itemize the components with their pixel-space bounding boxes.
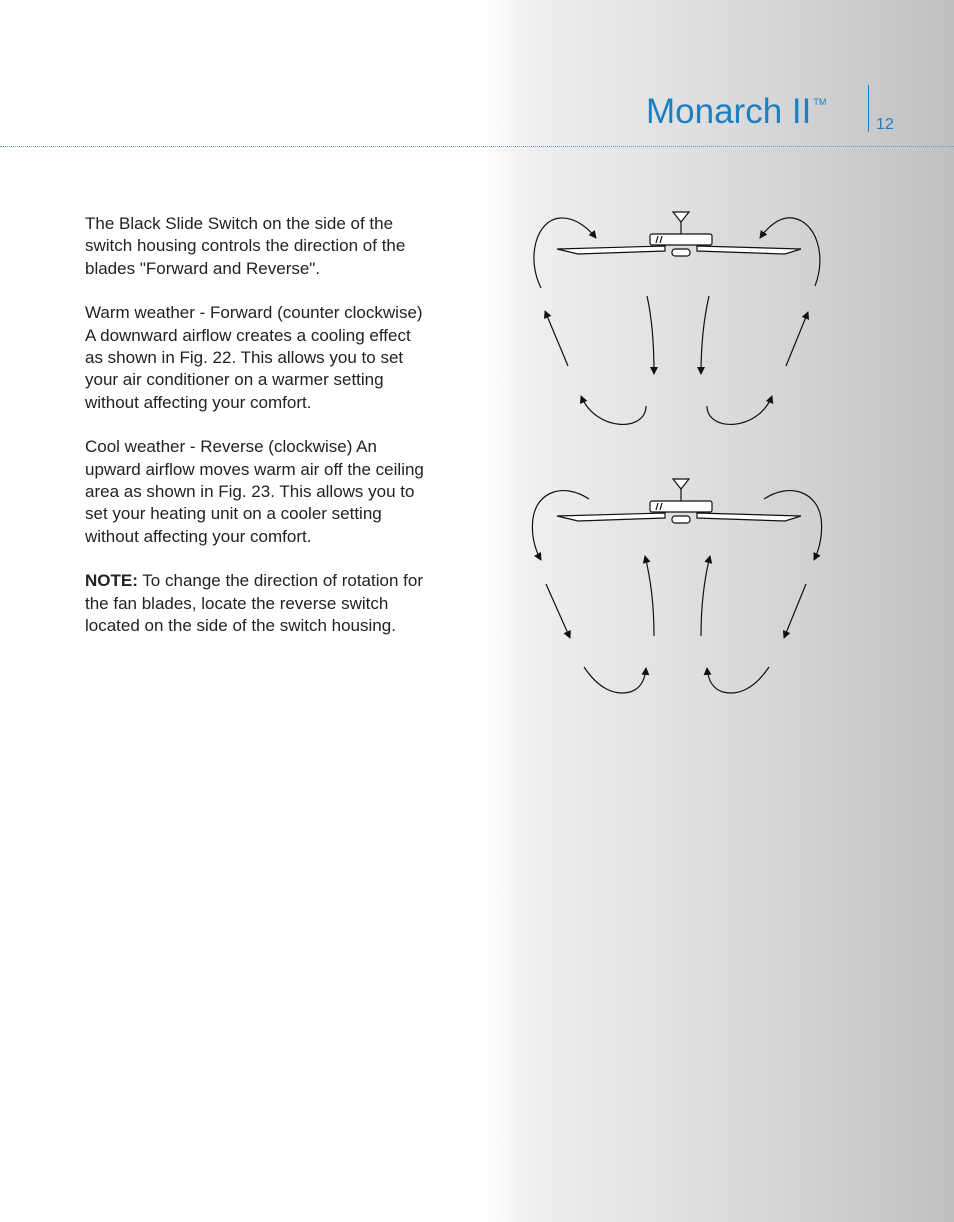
arrow-curl-right bbox=[707, 396, 772, 424]
forward-airflow-figure bbox=[534, 212, 820, 424]
page-number: 12 bbox=[876, 116, 894, 133]
arrow-down-right-center bbox=[701, 296, 709, 374]
header-vertical-bar bbox=[868, 85, 869, 132]
arrow-up-left-center bbox=[645, 556, 654, 636]
arrow-down-left bbox=[546, 584, 570, 638]
ceiling-fan-icon bbox=[557, 479, 801, 523]
arrow-curl-left bbox=[581, 396, 646, 424]
arrow-down-right bbox=[784, 584, 806, 638]
arrow-up-left bbox=[545, 311, 568, 366]
header-divider bbox=[0, 146, 954, 147]
title-text: Monarch II bbox=[646, 92, 812, 131]
page-title bbox=[646, 94, 826, 129]
arrow-curve-right bbox=[764, 491, 822, 560]
arrow-up-right bbox=[786, 312, 808, 366]
arrow-curve-left bbox=[532, 491, 589, 560]
arrow-curl-left bbox=[584, 667, 646, 693]
arrow-curl-right bbox=[707, 667, 769, 693]
note-label: NOTE: bbox=[85, 571, 138, 591]
paragraph-note bbox=[85, 570, 465, 637]
arrow-down-left-center bbox=[647, 296, 654, 374]
paragraph-switch: The Black Slide Switch on the side of the switch housing controls the direction of the blades "Forward and Reverse". bbox=[85, 214, 406, 278]
paragraph-cool-weather: Cool weather - Reverse (clockwise) An upward airflow moves warm air off the ceiling area as shown in Fig. 23. This allows you to set your heating unit on a cooler setting without affecting your comfort. bbox=[85, 437, 424, 546]
note-text: To change the direction of rotation for the fan blades, locate the reverse switch located on the side of the switch housing. bbox=[85, 571, 423, 636]
airflow-figures bbox=[520, 200, 840, 710]
trademark-mark: TM bbox=[813, 97, 827, 107]
arrow-up-right-center bbox=[701, 556, 710, 636]
body-text bbox=[85, 213, 465, 660]
reverse-airflow-figure bbox=[532, 479, 821, 693]
ceiling-fan-icon bbox=[557, 212, 801, 256]
paragraph-warm-weather: Warm weather - Forward (counter clockwise) A downward airflow creates a cooling effect as shown in Fig. 22. This allows you to set your air conditioner on a warmer setting without affecting your comfort. bbox=[85, 303, 423, 412]
